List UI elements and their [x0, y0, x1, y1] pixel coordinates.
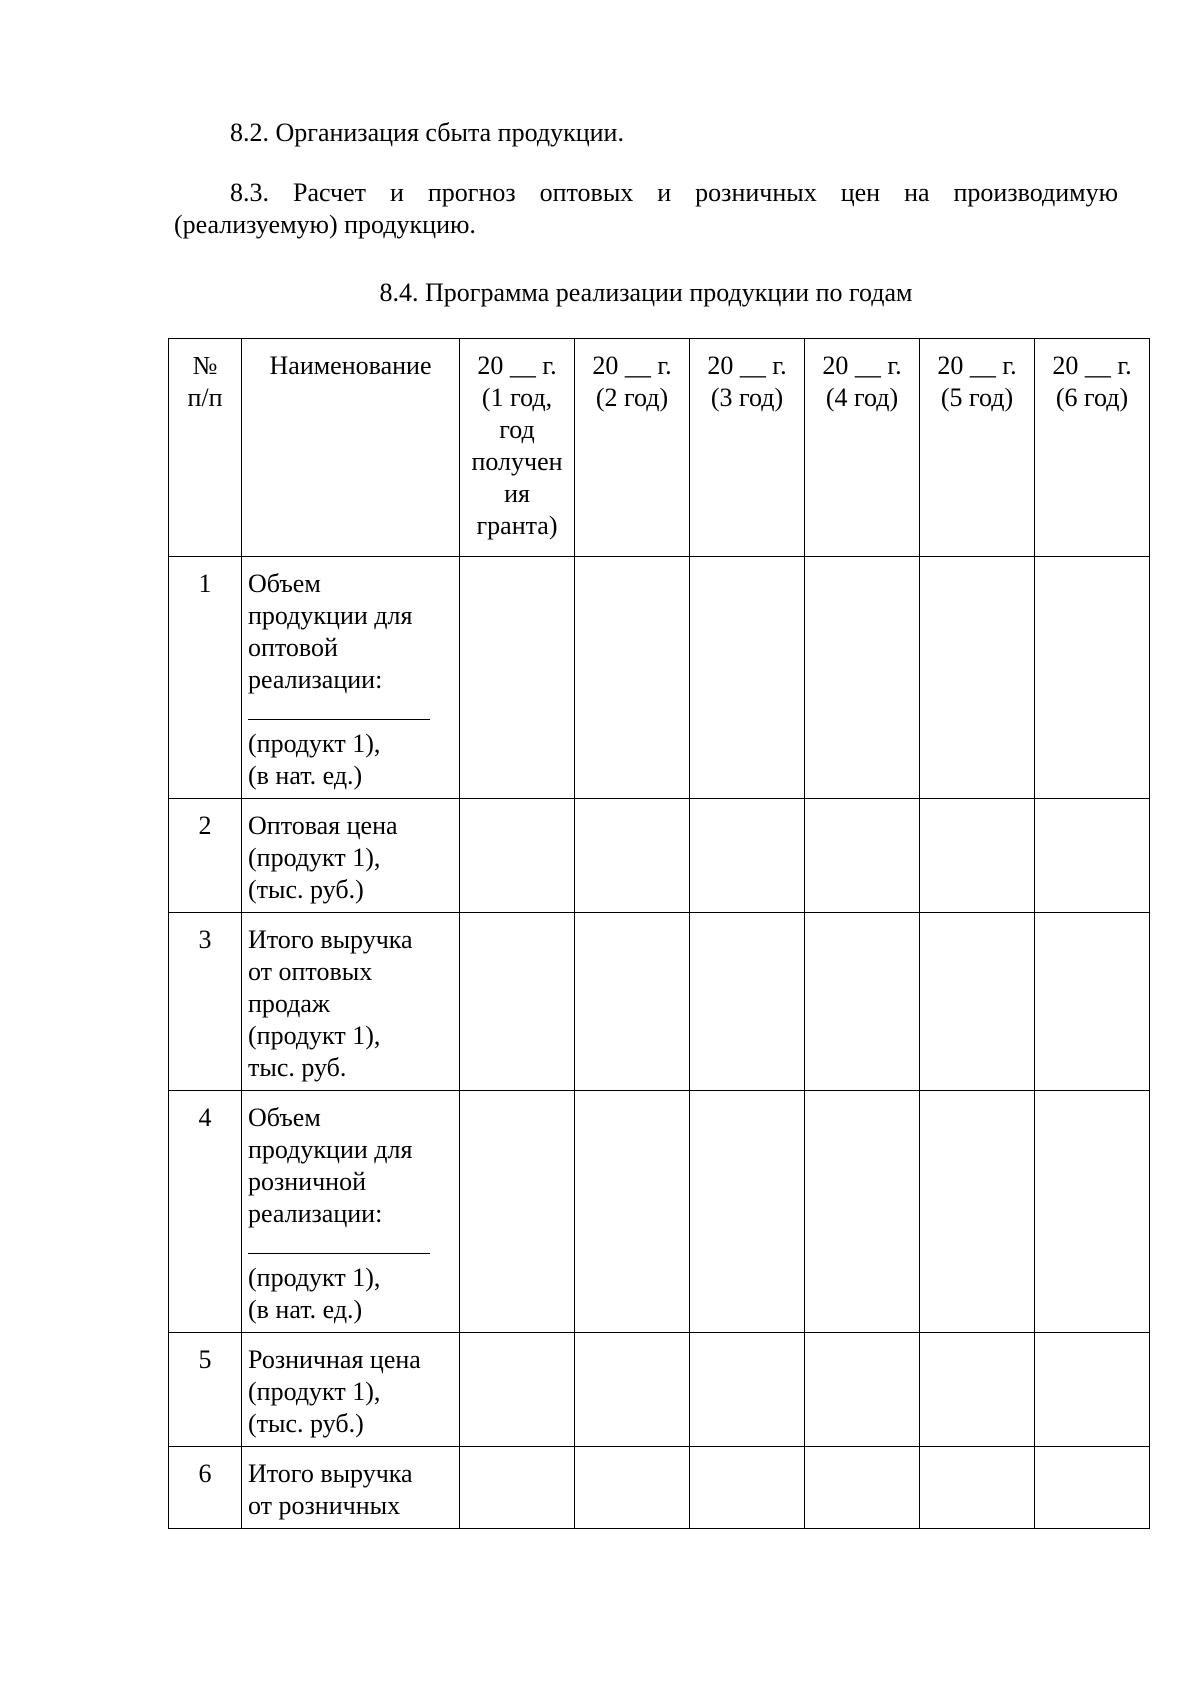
empty-value-cell [690, 1333, 805, 1447]
section-8-3-paragraph: 8.3. Расчет и прогноз оптовых и розничных цен на производимую (реализуемую) продукцию. [174, 178, 1118, 239]
header-year-label: 20 __ г. [1052, 351, 1132, 380]
row-name-line: Итого выручка [248, 1459, 413, 1488]
table-row [169, 913, 1150, 1091]
row-number: 5 [169, 1333, 242, 1447]
empty-value-cell [1035, 1447, 1150, 1529]
empty-value-cell [575, 913, 690, 1091]
row-number: 2 [169, 799, 242, 913]
empty-value-cell [805, 1447, 920, 1529]
row-name-line: Розничная цена [248, 1345, 421, 1374]
empty-value-cell [690, 913, 805, 1091]
table-row [169, 799, 1150, 913]
row-name [242, 799, 460, 913]
empty-value-cell [575, 799, 690, 913]
empty-value-cell [690, 557, 805, 799]
header-year-4 [805, 339, 920, 557]
header-name: Наименование [242, 339, 460, 557]
empty-value-cell [460, 913, 575, 1091]
table-row [169, 1447, 1150, 1529]
row-name-line: оптовой [248, 633, 338, 662]
header-year-note: (2 год) [595, 383, 669, 412]
header-year-note: (4 год) [825, 383, 899, 412]
empty-value-cell [460, 799, 575, 913]
table-row [169, 1091, 1150, 1333]
row-number: 4 [169, 1091, 242, 1333]
row-number: 6 [169, 1447, 242, 1529]
row-name-line: (продукт 1), [248, 1377, 381, 1406]
row-name [242, 557, 460, 799]
empty-value-cell [805, 557, 920, 799]
header-year-note: год [499, 415, 535, 444]
header-year-note: гранта) [476, 511, 558, 540]
empty-value-cell [575, 1333, 690, 1447]
row-name-line: розничной [248, 1167, 367, 1196]
row-name-line: Итого выручка [248, 925, 413, 954]
row-number: 3 [169, 913, 242, 1091]
empty-value-cell [805, 913, 920, 1091]
row-name-line: (продукт 1), [248, 1021, 381, 1050]
empty-value-cell [690, 1447, 805, 1529]
empty-value-cell [690, 799, 805, 913]
row-name-line: Объем [248, 569, 321, 598]
empty-value-cell [805, 799, 920, 913]
empty-value-cell [1035, 799, 1150, 913]
header-year-note: получен [471, 447, 563, 476]
row-number: 1 [169, 557, 242, 799]
blank-underline [248, 1231, 430, 1254]
row-name [242, 1333, 460, 1447]
empty-value-cell [920, 799, 1035, 913]
header-year-note: (6 год) [1055, 383, 1129, 412]
row-name [242, 1447, 460, 1529]
header-year-note: ия [504, 479, 530, 508]
header-year-3 [690, 339, 805, 557]
empty-value-cell [920, 1091, 1035, 1333]
row-name-line: Оптовая цена [248, 811, 398, 840]
section-8-4-table-title: 8.4. Программа реализации продукции по годам [379, 278, 913, 307]
row-name-line: (тыс. руб.) [248, 1409, 364, 1438]
row-name [242, 1091, 460, 1333]
row-name-line: Объем [248, 1103, 321, 1132]
empty-value-cell [575, 557, 690, 799]
row-name [242, 913, 460, 1091]
empty-value-cell [805, 1091, 920, 1333]
row-name-line: (в нат. ед.) [248, 761, 363, 790]
row-name-line: (продукт 1), [248, 729, 381, 758]
row-name-line: (продукт 1), [248, 843, 381, 872]
header-year-note: (3 год) [710, 383, 784, 412]
sales-program-table [168, 338, 1150, 1529]
empty-value-cell [460, 557, 575, 799]
row-name-line: реализации: [248, 665, 383, 694]
row-name-line: от розничных [248, 1491, 401, 1520]
section-8-2-heading: 8.2. Организация сбыта продукции. [230, 118, 624, 147]
header-year-label: 20 __ г. [822, 351, 902, 380]
row-name-line: (тыс. руб.) [248, 875, 364, 904]
table-row [169, 557, 1150, 799]
blank-underline [248, 697, 430, 720]
header-year-6 [1035, 339, 1150, 557]
header-num-symbol: № [192, 351, 218, 380]
empty-value-cell [575, 1091, 690, 1333]
empty-value-cell [690, 1091, 805, 1333]
table-header-row [169, 339, 1150, 557]
empty-value-cell [460, 1091, 575, 1333]
empty-value-cell [460, 1447, 575, 1529]
row-name-line: (в нат. ед.) [248, 1295, 363, 1324]
empty-value-cell [920, 1333, 1035, 1447]
empty-value-cell [460, 1333, 575, 1447]
empty-value-cell [575, 1447, 690, 1529]
row-name-line: продаж [248, 989, 330, 1018]
header-year-1 [460, 339, 575, 557]
empty-value-cell [1035, 913, 1150, 1091]
row-name-line: (продукт 1), [248, 1263, 381, 1292]
table-row [169, 1333, 1150, 1447]
row-name-line: от оптовых [248, 957, 373, 986]
header-year-2 [575, 339, 690, 557]
header-year-label: 20 __ г. [707, 351, 787, 380]
empty-value-cell [805, 1333, 920, 1447]
empty-value-cell [1035, 557, 1150, 799]
product-name-blank [248, 696, 453, 728]
header-year-label: 20 __ г. [937, 351, 1017, 380]
product-name-blank [248, 1230, 453, 1262]
empty-value-cell [920, 1447, 1035, 1529]
header-row-number [169, 339, 242, 557]
empty-value-cell [920, 913, 1035, 1091]
header-year-label: 20 __ г. [477, 351, 557, 380]
empty-value-cell [1035, 1333, 1150, 1447]
row-name-line: продукции для [248, 1135, 413, 1164]
header-num-abbr: п/п [187, 383, 223, 412]
header-year-label: 20 __ г. [592, 351, 672, 380]
empty-value-cell [1035, 1091, 1150, 1333]
header-year-note: (1 год, [481, 383, 553, 412]
empty-value-cell [920, 557, 1035, 799]
row-name-line: тыс. руб. [248, 1053, 347, 1082]
row-name-line: продукции для [248, 601, 413, 630]
header-year-note: (5 год) [940, 383, 1014, 412]
row-name-line: реализации: [248, 1199, 383, 1228]
header-year-5 [920, 339, 1035, 557]
